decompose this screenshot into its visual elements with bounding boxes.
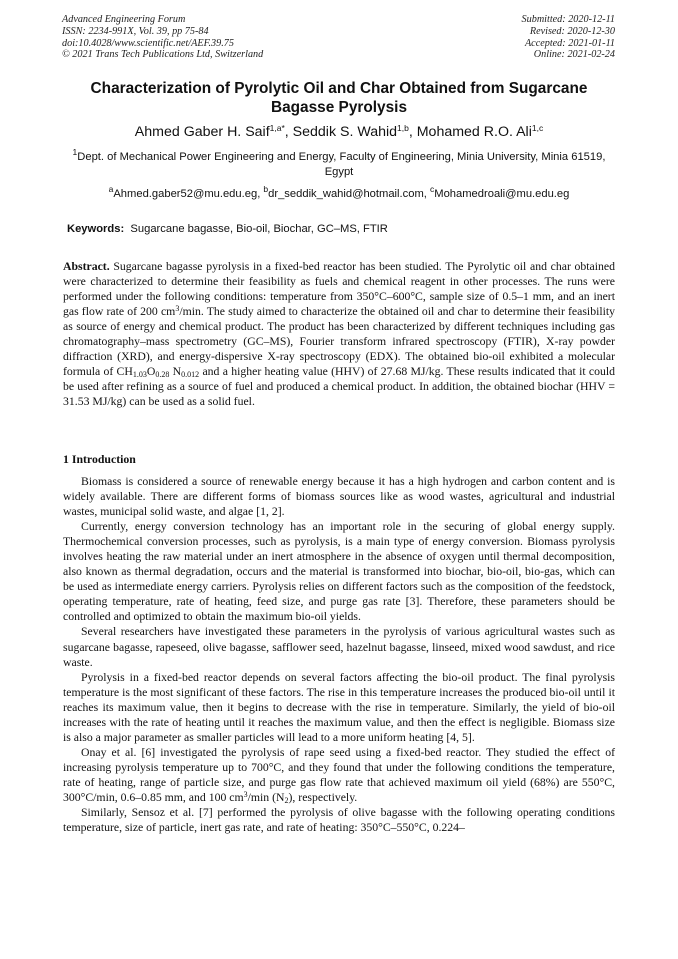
email-list: $^a$Ahmed.gaber52@mu.edu.eg, $^b$dr_seddik_wahid@hotmail.com, $^c$Mohamedroali@mu.edu.eg [108, 184, 570, 200]
author-list: Ahmed Gaber H. Saif$^{1,a*}$, Seddik S. Wahid$^{1,b}$, Mohamed R.O. Ali$^{1,c}$ [134, 123, 544, 140]
paragraph-text: Onay et al. [6] investigated the pyrolysis of rape seed using a fixed-bed reactor. They studied the effect of increasing pyrolysis temperature up to 700°C, and they found that under the following conditions the temperature, rate of heating, range of particle size, and purge gas flow rate that achieved maximum oil yield (68%) are 550°C, 300°C/min, 0.6–0.85 mm, and 100 cm [63, 745, 615, 804]
date-online: Online: 2021-02-24 [533, 49, 615, 61]
abstract-text: Sugarcane bagasse pyrolysis in a fixed-bed reactor has been studied. The Pyrolytic oil and char obtained were characterized to determine their feasibility as fuels and chemical reagent in other processes. The runs were performed under the following conditions: temperature from 350°C–600°C, sample size of 0.5–1 mm, and an inert gas flow rate of 200 cm [63, 260, 615, 319]
journal-doi[interactable]: doi:10.4028/www.scientific.net/AEF.39.75 [62, 37, 234, 49]
author-sup: 1,a* [269, 123, 285, 133]
abstract-paragraph [63, 259, 615, 409]
email-address[interactable]: Ahmed.gaber52@mu.edu.eg [113, 188, 258, 200]
paragraph: Pyrolysis in a fixed-bed reactor depends on several factors affecting the bio-oil product. The final pyrolysis temperature is the most significant of these factors. The rise in this temperature increases the produced bio-oil until it reaches its maximum value, then it begins to decrease with the rise in temperature. Similarly, the yield of bio-oil increases with the rate of heating until it reaches the maximum value, and then the effect is negligible. Biomass size is also a major parameter as smaller particles will lead to a more uniform heating [4, 5]. [63, 670, 615, 744]
paragraph: Several researchers have investigated these parameters in the pyrolysis of various agricultural wastes such as sugarcane bagasse, rapeseed, olive bagasse, safflower seed, hazelnut bagasse, linseed, mixed wood sawdust, and rice waste. [63, 625, 615, 669]
formula-sub: 1.03 [132, 370, 147, 380]
abstract-label: Abstract. [63, 260, 110, 273]
abstract-text: and a higher heating value (HHV) of 27.68 MJ/kg. These results indicated that it could be used after refining as a source of fuel and produced a chemical product. In addition, the obtained biochar (HHV = 31.53 MJ/kg) can be used as a solid fuel. [63, 365, 616, 409]
formula-text: N [169, 365, 182, 379]
journal-issn: ISSN: 2234-991X, Vol. 39, pp 75-84 [62, 25, 209, 37]
paragraph: Currently, energy conversion technology has an important role in the securing of global energy supply. Thermochemical conversion processes, such as pyrolysis, is a main type of energy conversion. Biomass pyrolysis involves heating the raw material under an inert atmosphere in the absence of oxygen until thermal decomposition, also known as thermal degradation, occurs and the material is transformed into biochar, bio-oil, bio-gas, which can be used as intermediate energy carriers. Pyrolysis relies on different factors such as the composition of the feedstock, operating temperature, rate of heating, feed size, and purge gas rate [3]. Therefore, these parameters should be controlled and optimized to obtain the maximum bio-oil yields. [63, 520, 615, 624]
email-address[interactable]: Mohamedroali@mu.edu.eg [434, 188, 570, 200]
author-sup: 1,b [397, 123, 409, 133]
keywords-label: Keywords: [67, 223, 125, 235]
keywords-text: Sugarcane bagasse, Bio-oil, Biochar, GC–MS, FTIR [130, 223, 388, 235]
email-sup: a [108, 184, 114, 194]
paragraph: Biomass is considered a source of renewable energy because it has a high hydrogen and carbon content and is widely available. There are different forms of biomass sources like as wood wastes, agricultural and industrial wastes, municipal solid waste, and algae [1, 2]. [63, 475, 615, 519]
author-sup: 1,c [531, 123, 544, 133]
email-address[interactable]: dr_seddik_wahid@hotmail.com [268, 188, 424, 200]
affiliation [62, 147, 616, 179]
paragraph-text: ), respectively. [288, 790, 358, 804]
email-sup: b [263, 184, 269, 194]
paragraph-sub: 2 [284, 795, 289, 805]
journal-header-right [522, 14, 615, 61]
affiliation-text: Dept. of Mechanical Power Engineering and Energy, Faculty of Engineering, Minia University, Minia 61519, Egypt [77, 151, 606, 178]
author-name: Ahmed Gaber H. Saif [134, 124, 270, 140]
formula-sub: 0.012 [181, 370, 200, 380]
paragraph-sup: 3 [243, 789, 248, 799]
abstract-sup: 3 [175, 304, 180, 314]
journal-copyright: © 2021 Trans Tech Publications Ltd, Switzerland [62, 49, 264, 61]
paragraph-text: /min (N [247, 790, 285, 804]
formula-text: O [146, 365, 156, 379]
abstract [63, 259, 615, 409]
journal-header-left [62, 14, 263, 61]
author-name: Mohamed R.O. Ali [416, 124, 532, 140]
introduction-body [63, 474, 615, 835]
section-heading-introduction: 1 Introduction [63, 452, 136, 466]
paragraph: Similarly, Sensoz et al. [7] performed the pyrolysis of olive bagasse with the following operating conditions temperature, size of particle, inert gas rate, and rate of heating: 350°C–550°C, 0.224– [63, 806, 615, 835]
date-revised: Revised: 2020-12-30 [529, 25, 615, 37]
journal-name: Advanced Engineering Forum [62, 14, 186, 25]
date-accepted: Accepted: 2021-01-11 [524, 37, 615, 49]
formula-sub: 0.28 [155, 370, 170, 380]
affiliation-sup: 1 [72, 147, 78, 157]
paragraph [63, 745, 615, 805]
paper-title: Characterization of Pyrolytic Oil and Char Obtained from Sugarcane Bagasse Pyrolysis [90, 80, 588, 116]
email-sup: c [430, 184, 435, 194]
abstract-text: /min. The study aimed to characterize the obtained oil and char to determine their feasibility as source of energy and chemical product. The product has been characterized by different techniques including gas chromatography–mass spectrometry (GC–MS), Fourier transform infrared spectroscopy (FTIR), X-ray powder diffraction (XRD), and energy-dispersive X-ray spectroscopy (EDX). The obtained bio-oil exhibited a molecular formula of CH [63, 305, 615, 379]
author-name: Seddik S. Wahid [292, 124, 398, 140]
keywords [67, 222, 627, 236]
date-submitted: Submitted: 2020-12-11 [521, 14, 615, 25]
